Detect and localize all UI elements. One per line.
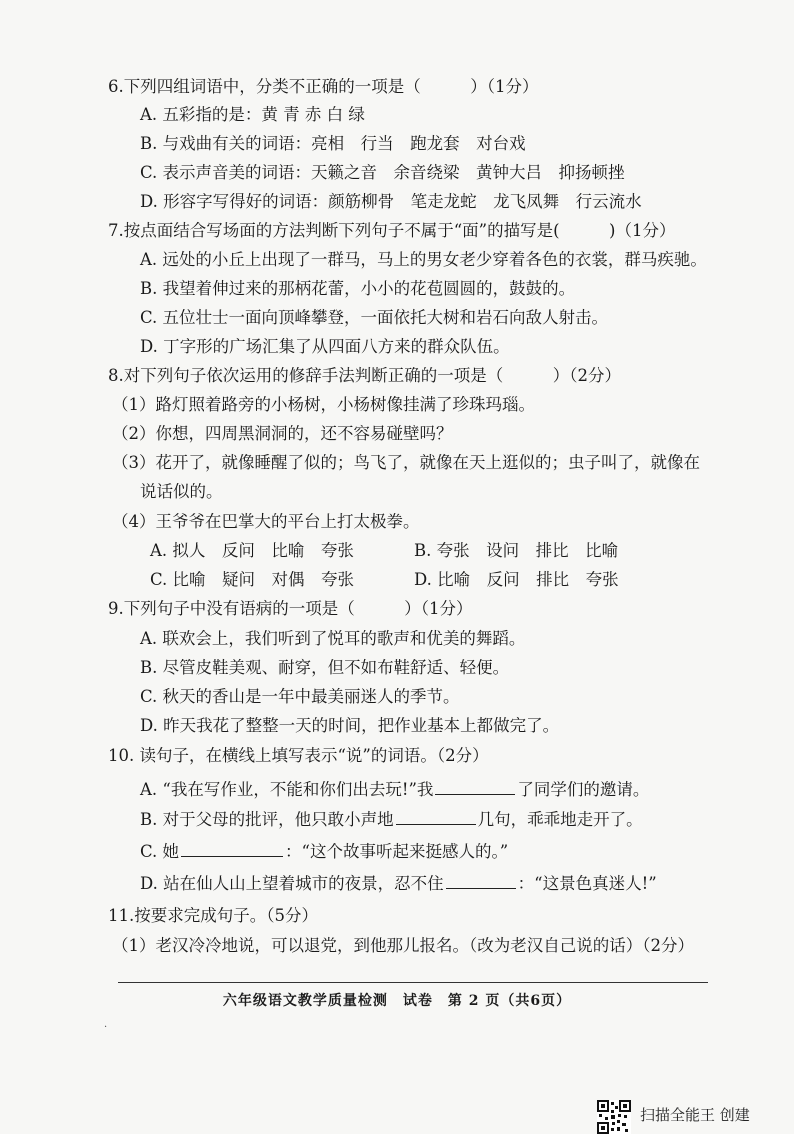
q10-a-blank[interactable] [435, 778, 515, 795]
q11-sentence-1: （1）老汉冷冷地说，可以退党，到他那儿报名。（改为老汉自己说的话）（2分） [112, 936, 694, 955]
q7-option-b: B. 我望着伸过来的那柄花蕾，小小的花苞圆圆的，鼓鼓的。 [140, 279, 576, 298]
q7-option-a: A. 远处的小丘上出现了一群马，马上的男女老少穿着各色的衣裳，群马疾驰。 [140, 250, 707, 269]
footer-divider [118, 982, 708, 983]
q10-d-prefix: D. 站在仙人山上望着城市的夜景，忍不住 [140, 874, 444, 893]
q9-stem: 9.下列句子中没有语病的一项是（ ）（1分） [108, 599, 473, 618]
q8-option-a: A. 拟人 反问 比喻 夸张 [150, 541, 354, 560]
scan-speck: · [104, 1022, 108, 1033]
q10-b-prefix: B. 对于父母的批评，他只敢小声地 [140, 810, 394, 829]
q8-sentence-3: （3）花开了，就像睡醒了似的；鸟飞了，就像在天上逛似的；虫子叫了，就像在 [112, 453, 700, 472]
q8-sentence-3-cont: 说话似的。 [140, 482, 223, 501]
q8-sentence-4: （4）王爷爷在巴掌大的平台上打太极拳。 [112, 512, 420, 531]
q8-sentence-2: （2）你想，四周黑洞洞的，还不容易碰壁吗？ [112, 424, 453, 443]
q10-a-suffix: 了同学们的邀请。 [517, 780, 650, 799]
q9-option-a: A. 联欢会上，我们听到了悦耳的歌声和优美的舞蹈。 [140, 629, 526, 648]
q10-option-c [140, 840, 508, 863]
q8-option-c: C. 比喻 疑问 对偶 夸张 [150, 570, 355, 589]
q9-option-c: C. 秋天的香山是一年中最美丽迷人的季节。 [140, 687, 460, 706]
scanner-watermark: 扫描全能王 创建 [640, 1106, 750, 1124]
q10-c-prefix: C. 她 [140, 842, 180, 861]
q6-option-c: C. 表示声音美的词语：天籁之音 余音绕梁 黄钟大吕 抑扬顿挫 [140, 163, 625, 182]
q8-stem: 8.对下列句子依次运用的修辞手法判断正确的一项是（ ）（2分） [108, 366, 621, 385]
q8-option-b: B. 夸张 设问 排比 比喻 [414, 541, 619, 560]
q9-option-b: B. 尽管皮鞋美观、耐穿，但不如布鞋舒适、轻便。 [140, 658, 510, 677]
q10-d-suffix: ：“这景色真迷人!” [517, 874, 657, 893]
q10-option-a [140, 778, 649, 801]
q10-b-suffix: 几句，乖乖地走开了。 [477, 810, 643, 829]
q6-option-d: D. 形容字写得好的词语：颜筋柳骨 笔走龙蛇 龙飞凤舞 行云流水 [140, 192, 642, 211]
q10-a-prefix: A. “我在写作业，不能和你们出去玩!”我 [140, 780, 434, 799]
qr-code-icon [597, 1100, 631, 1134]
q7-option-c: C. 五位壮士一面向顶峰攀登，一面依托大树和岩石向敌人射击。 [140, 308, 609, 327]
q11-stem: 11.按要求完成句子。（5分） [108, 906, 318, 925]
q10-b-blank[interactable] [396, 808, 476, 825]
q6-option-b: B. 与戏曲有关的词语：亮相 行当 跑龙套 对台戏 [140, 134, 526, 153]
q10-c-suffix: ：“这个故事听起来挺感人的。” [285, 842, 509, 861]
q6-option-a: A. 五彩指的是：黄 青 赤 白 绿 [140, 105, 365, 124]
q8-sentence-1: （1）路灯照着路旁的小杨树，小杨树像挂满了珍珠玛瑙。 [112, 395, 535, 414]
q8-option-d: D. 比喻 反问 排比 夸张 [414, 570, 619, 589]
q6-stem: 6.下列四组词语中，分类不正确的一项是（ ）（1分） [108, 77, 539, 96]
q10-option-d [140, 872, 657, 895]
q9-option-d: D. 昨天我花了整整一天的时间，把作业基本上都做完了。 [140, 716, 560, 735]
q7-option-d: D. 丁字形的广场汇集了从四面八方来的群众队伍。 [140, 337, 510, 356]
q10-option-b [140, 808, 643, 831]
q10-c-blank[interactable] [181, 840, 283, 857]
page-footer: 六年级语文教学质量检测 试卷 第 2 页（共6页） [222, 993, 572, 1009]
q10-d-blank[interactable] [446, 872, 516, 889]
q10-stem: 10. 读句子，在横线上填写表示“说”的词语。（2分） [108, 746, 489, 765]
q7-stem: 7.按点面结合写场面的方法判断下列句子不属于“面”的描写是( )（1分） [108, 221, 676, 240]
